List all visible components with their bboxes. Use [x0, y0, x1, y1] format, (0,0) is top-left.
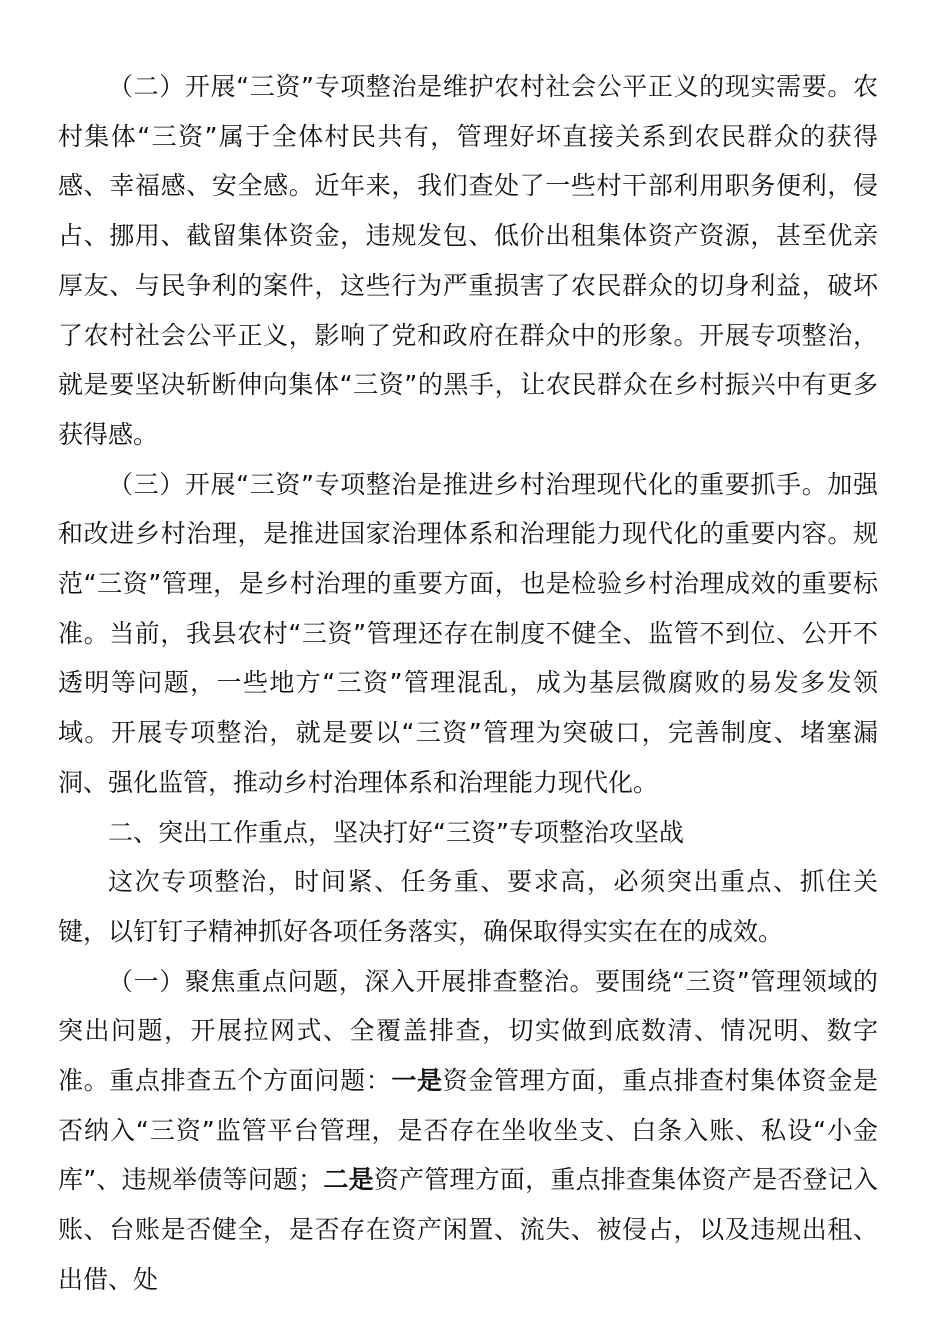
paragraph-intro: 这次专项整治，时间紧、任务重、要求高，必须突出重点、抓住关键，以钉钉子精神抓好各项任务落实，确保取得实实在在的成效。 [58, 867, 878, 946]
document-page [58, 62, 878, 1305]
text-segment: 资产管理方面，重点排查集体资产是否登记入账、台账是否健全，是否存在资产闲置、流失、被侵占，以及违规出租、出借、处 [58, 1165, 878, 1294]
text-segment: （一）聚焦重点问题，深入开展排查整治。要围绕“三资”管理领域的突出问题，开展拉网式、全覆盖排查，切实做到底数清、情况明、数字准。重点排查五个方面问题： [58, 966, 878, 1096]
paragraph-focus-issues [58, 957, 878, 1305]
text-segment: 资金管理方面，重点排查村集体资金是否纳入“三资”监管平台管理，是否存在坐收坐支、白条入账、私设“小金库”、违规举债等问题； [58, 1066, 878, 1195]
section-heading-2: 二、突出工作重点，坚决打好“三资”专项整治攻坚战 [108, 817, 684, 847]
paragraph-fairness: （二）开展“三资”专项整治是维护农村社会公平正义的现实需要。农村集体“三资”属于全体村民共有，管理好坏直接关系到农民群众的获得感、幸福感、安全感。近年来，我们查处了一些村干部利用职务便利，侵占、挪用、截留集体资金，违规发包、低价出租集体资产资源，甚至优亲厚友、与民争利的案件，这些行为严重损害了农民群众的切身利益，破坏了农村社会公平正义，影响了党和政府在群众中的形象。开展专项整治，就是要坚决斩断伸向集体“三资”的黑手，让农民群众在乡村振兴中有更多获得感。 [58, 72, 878, 449]
paragraph-governance: （三）开展“三资”专项整治是推进乡村治理现代化的重要抓手。加强和改进乡村治理，是推进国家治理体系和治理能力现代化的重要内容。规范“三资”管理，是乡村治理的重要方面，也是检验乡村治理成效的重要标准。当前，我县农村“三资”管理还存在制度不健全、监管不到位、公开不透明等问题，一些地方“三资”管理混乱，成为基层微腐败的易发多发领域。开展专项整治，就是要以“三资”管理为突破口，完善制度、堵塞漏洞、强化监管，推动乡村治理体系和治理能力现代化。 [58, 469, 878, 797]
emphasis-second: 二是 [323, 1165, 374, 1195]
emphasis-first: 一是 [391, 1066, 443, 1096]
